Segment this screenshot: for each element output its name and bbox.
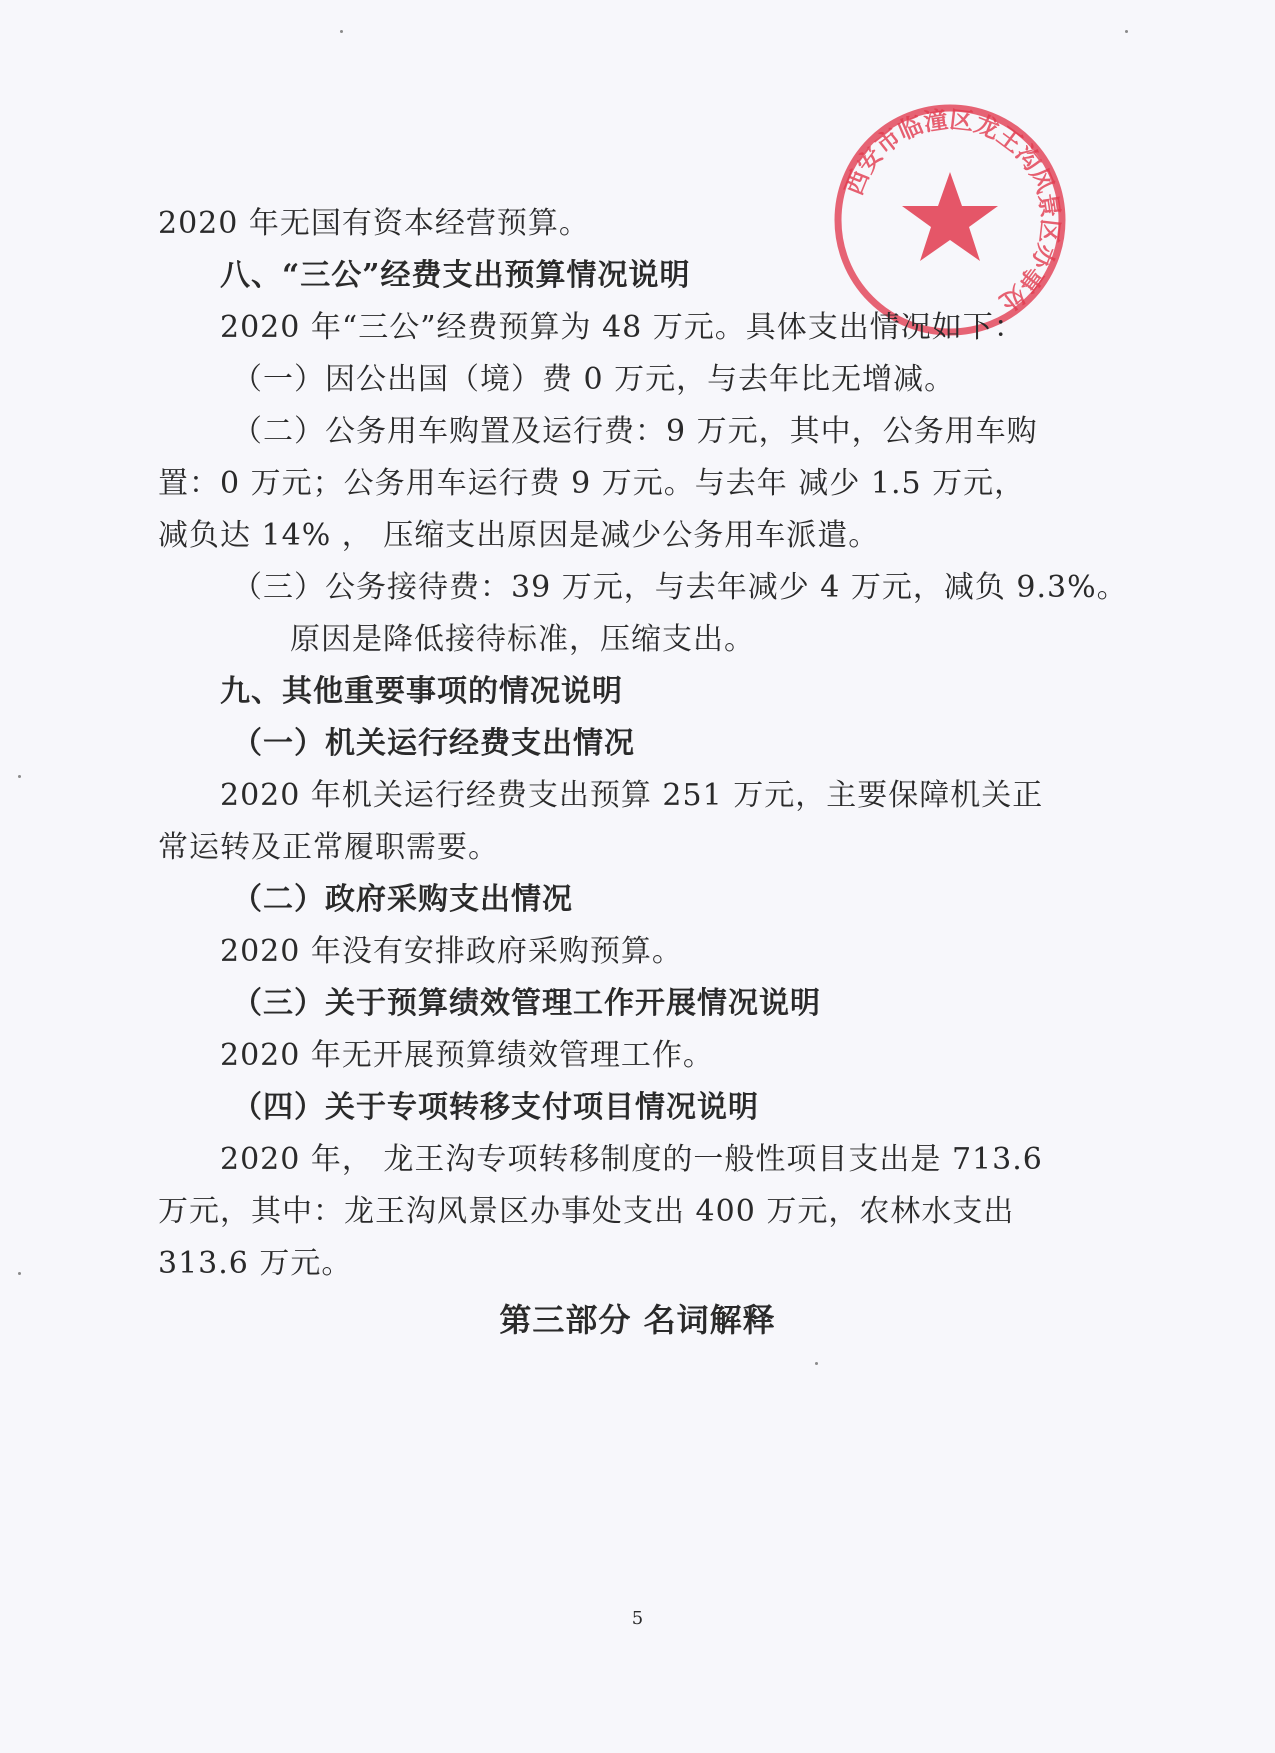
section-heading-9: 九、其他重要事项的情况说明 bbox=[220, 674, 623, 709]
text-line: 2020 年机关运行经费支出预算 251 万元，主要保障机关正 bbox=[220, 778, 1044, 813]
subsection-heading: （三）关于预算绩效管理工作开展情况说明 bbox=[232, 986, 821, 1021]
text-line: 2020 年“三公”经费预算为 48 万元。具体支出情况如下： bbox=[220, 310, 1025, 345]
text-line: 原因是降低接待标准，压缩支出。 bbox=[290, 622, 755, 657]
scan-speck bbox=[815, 1362, 818, 1365]
section-heading-8: 八、“三公”经费支出预算情况说明 bbox=[220, 258, 691, 293]
text-line: 2020 年没有安排政府采购预算。 bbox=[220, 934, 683, 969]
subsection-heading: （四）关于专项转移支付项目情况说明 bbox=[232, 1090, 759, 1125]
page-number: 5 bbox=[631, 1608, 644, 1629]
text-line: 万元，其中：龙王沟风景区办事处支出 400 万元，农林水支出 bbox=[158, 1194, 1015, 1229]
text-line: （一）因公出国（境）费 0 万元，与去年比无增减。 bbox=[232, 362, 956, 397]
text-line: （二）公务用车购置及运行费：9 万元，其中，公务用车购 bbox=[232, 414, 1038, 449]
scan-speck bbox=[1125, 30, 1128, 33]
subsection-heading: （一）机关运行经费支出情况 bbox=[232, 726, 635, 761]
part-three-heading: 第三部分 名词解释 bbox=[499, 1301, 776, 1339]
text-line: 常运转及正常履职需要。 bbox=[158, 830, 499, 865]
scan-speck bbox=[18, 1272, 21, 1275]
scan-speck bbox=[340, 30, 343, 33]
text-line: 2020 年无开展预算绩效管理工作。 bbox=[220, 1038, 714, 1073]
scan-speck bbox=[18, 775, 21, 778]
text-line: 2020 年， 龙王沟专项转移制度的一般性项目支出是 713.6 bbox=[220, 1142, 1043, 1177]
text-line: 置：0 万元；公务用车运行费 9 万元。与去年 减少 1.5 万元， bbox=[158, 466, 1026, 501]
text-line: （三）公务接待费：39 万元，与去年减少 4 万元，减负 9.3%。 bbox=[232, 570, 1128, 605]
subsection-heading: （二）政府采购支出情况 bbox=[232, 882, 573, 917]
text-line: 2020 年无国有资本经营预算。 bbox=[158, 206, 590, 241]
svg-text:西安市临潼区龙王沟风景区办事处: 西安市临潼区龙王沟风景区办事处 bbox=[839, 105, 1065, 317]
text-line: 313.6 万元。 bbox=[158, 1246, 353, 1281]
text-line: 减负达 14% ， 压缩支出原因是减少公务用车派遣。 bbox=[158, 518, 880, 553]
